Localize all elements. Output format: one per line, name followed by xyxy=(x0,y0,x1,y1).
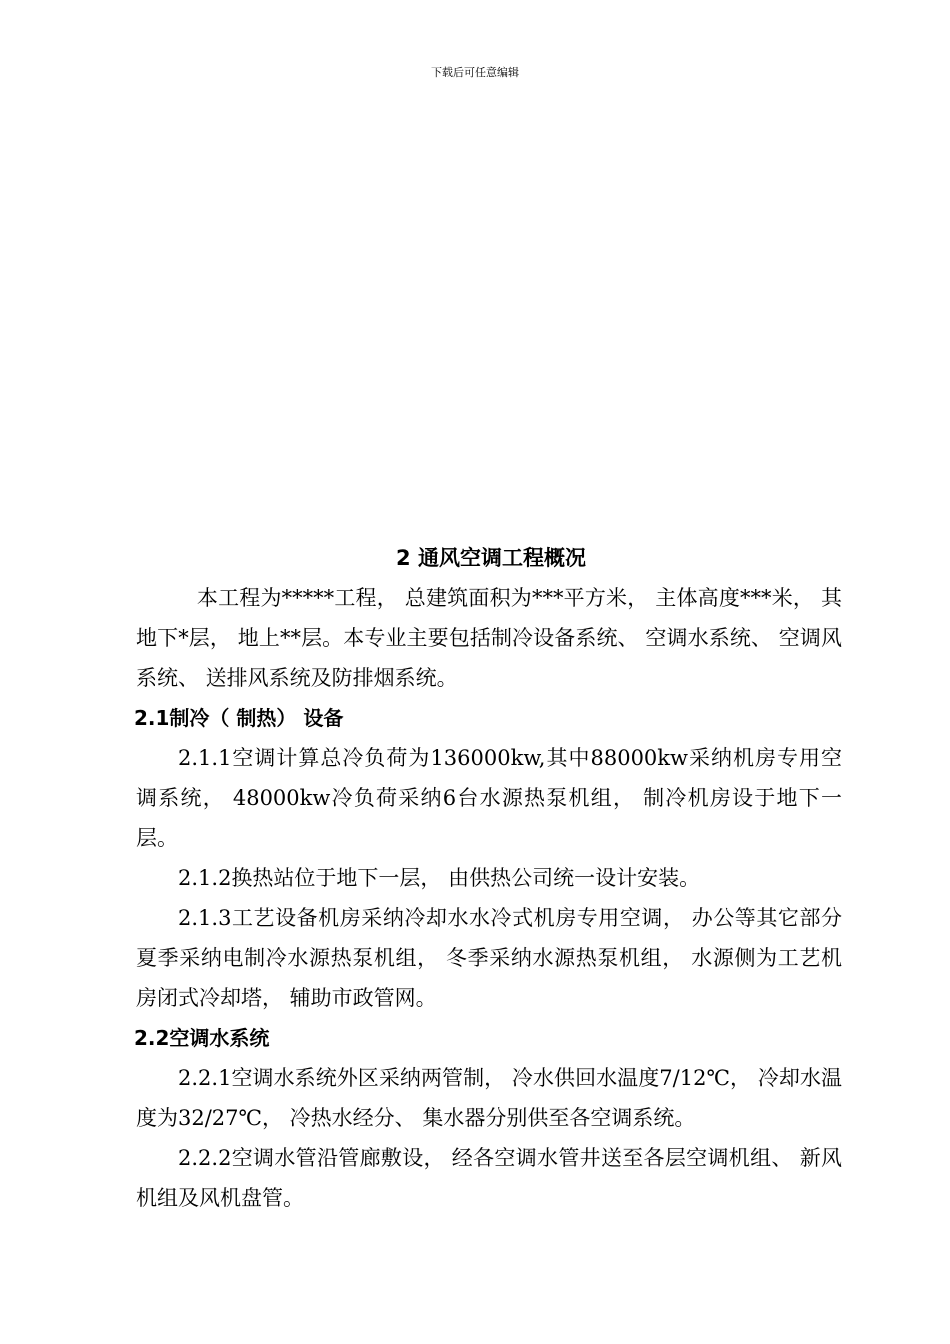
header-note: 下载后可任意编辑 xyxy=(431,66,519,79)
section-heading-2-1: 2.1制冷（ 制热） 设备 xyxy=(134,706,344,730)
paragraph-2-2-2: 2.2.2空调水管沿管廊敷设， 经各空调水管井送至各层空调机组、 新风机组及风机盘管。 xyxy=(136,1146,842,1210)
document-title: 2 通风空调工程概况 xyxy=(396,546,586,570)
paragraph-2-1-3: 2.1.3工艺设备机房采纳冷却水水冷式机房专用空调， 办公等其它部分夏季采纳电制冷水源热泵机组， 冬季采纳水源热泵机组， 水源侧为工艺机房闭式冷却塔， 辅助市政管网。 xyxy=(136,906,842,1010)
paragraph-2-2-1: 2.2.1空调水系统外区采纳两管制， 冷水供回水温度7/12℃， 冷却水温度为32/27℃， 冷热水经分、 集水器分别供至各空调系统。 xyxy=(136,1066,842,1130)
intro-paragraph: 本工程为*****工程， 总建筑面积为***平方米， 主体高度***米， 其地下*层， 地上**层。本专业主要包括制冷设备系统、 空调水系统、 空调风系统、 送排风系统及防排烟系统。 xyxy=(136,586,842,690)
section-heading-2-2: 2.2空调水系统 xyxy=(134,1026,270,1050)
paragraph-2-1-1: 2.1.1空调计算总冷负荷为136000kw,其中88000kw采纳机房专用空调系统， 48000kw冷负荷采纳6台水源热泵机组， 制冷机房设于地下一层。 xyxy=(136,746,842,850)
document-body xyxy=(136,538,842,1218)
paragraph-2-1-2: 2.1.2换热站位于地下一层， 由供热公司统一设计安装。 xyxy=(178,866,701,890)
